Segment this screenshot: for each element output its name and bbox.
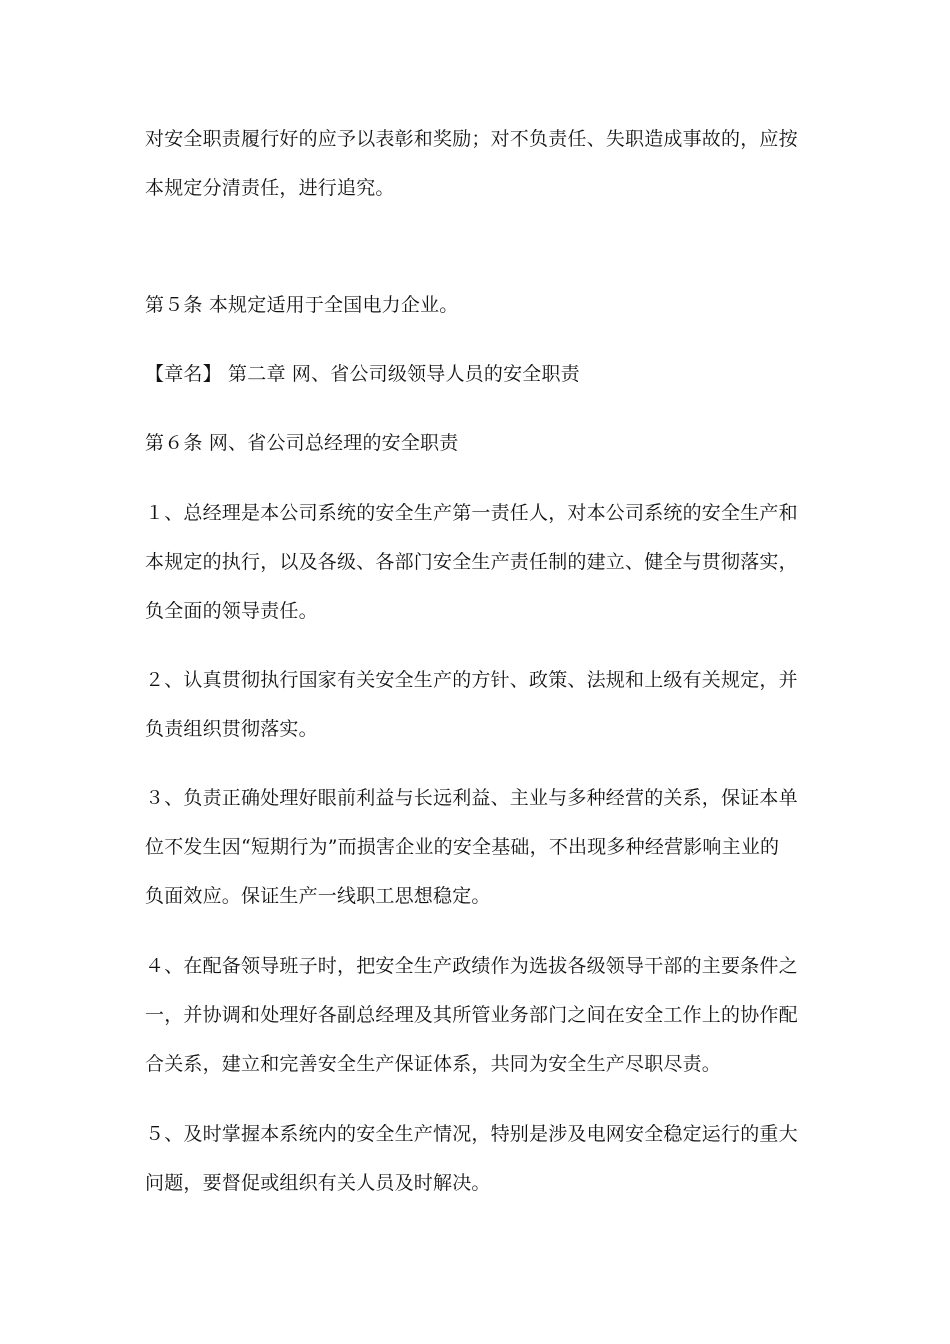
item-4-line-3: 合关系，建立和完善安全生产保证体系，共同为安全生产尽职尽责。 — [145, 1053, 722, 1075]
item-3-line-3: 负面效应。保证生产一线职工思想稳定。 — [145, 885, 491, 907]
article-5: 第５条 本规定适用于全国电力企业。 — [145, 294, 459, 316]
item-1-line-2: 本规定的执行，以及各级、各部门安全生产责任制的建立、健全与贯彻落实， — [145, 551, 798, 573]
item-3-line-1: ３、负责正确处理好眼前利益与长远利益、主业与多种经营的关系，保证本单 — [145, 787, 798, 809]
item-4-line-2: 一，并协调和处理好各副总经理及其所管业务部门之间在安全工作上的协作配 — [145, 1004, 798, 1026]
item-2-line-2: 负责组织贯彻落实。 — [145, 718, 318, 740]
item-5-line-2: 问题，要督促或组织有关人员及时解决。 — [145, 1172, 491, 1194]
item-3-line-2: 位不发生因“短期行为”而损害企业的安全基础，不出现多种经营影响主业的 — [145, 836, 780, 858]
chapter-heading: 【章名】 第二章 网、省公司级领导人员的安全职责 — [145, 363, 580, 385]
intro-line-1: 对安全职责履行好的应予以表彰和奖励；对不负责任、失职造成事故的，应按 — [145, 128, 798, 150]
intro-line-2: 本规定分清责任，进行追究。 — [145, 177, 395, 199]
item-5-line-1: ５、及时掌握本系统内的安全生产情况，特别是涉及电网安全稳定运行的重大 — [145, 1123, 798, 1145]
item-1-line-1: １、总经理是本公司系统的安全生产第一责任人，对本公司系统的安全生产和 — [145, 502, 798, 524]
item-4-line-1: ４、在配备领导班子时，把安全生产政绩作为选拔各级领导干部的主要条件之 — [145, 955, 798, 977]
article-6-title: 第６条 网、省公司总经理的安全职责 — [145, 432, 459, 454]
item-2-line-1: ２、认真贯彻执行国家有关安全生产的方针、政策、法规和上级有关规定，并 — [145, 669, 798, 691]
item-1-line-3: 负全面的领导责任。 — [145, 600, 318, 622]
